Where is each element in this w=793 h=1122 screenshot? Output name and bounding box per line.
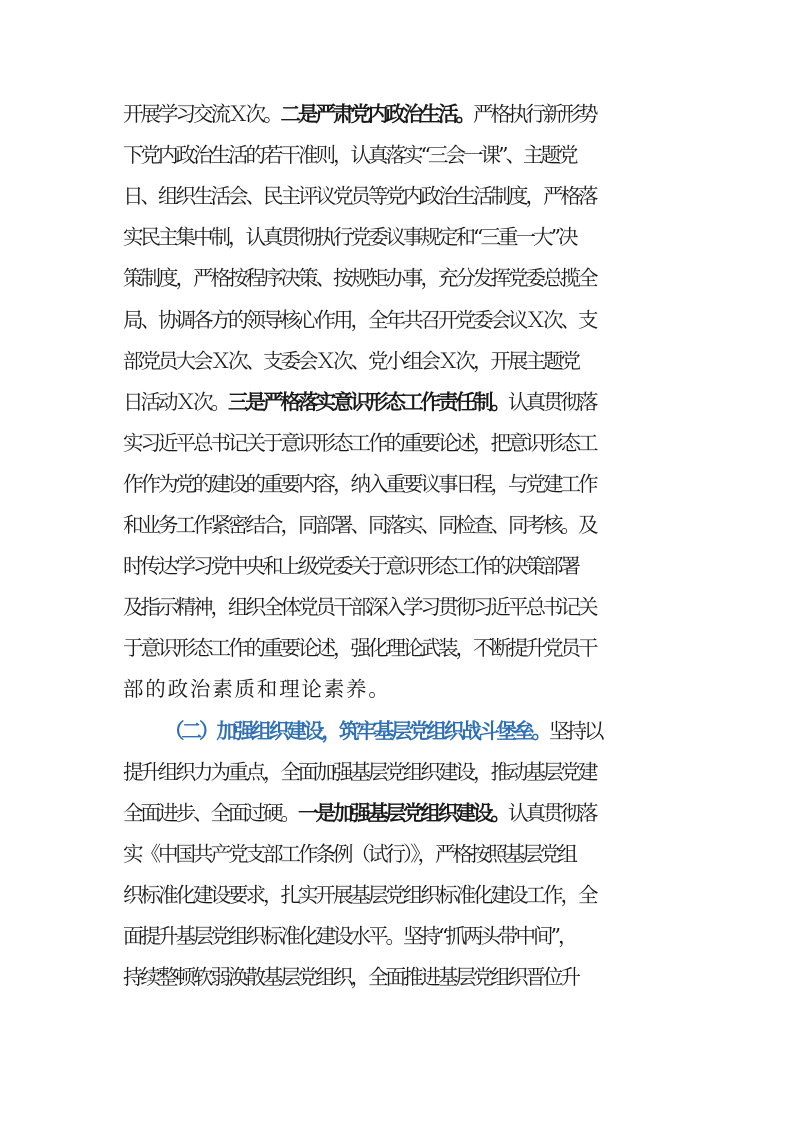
text-line (123, 590, 793, 624)
section-heading: （二）加强组织建设，筑牢基层党组织战斗堡垒。 (164, 718, 549, 743)
text-line (123, 138, 793, 172)
text-line (123, 261, 793, 295)
body-text: 坚持以 (549, 718, 602, 743)
text-line (123, 549, 793, 583)
body-text: 策制度，严格按程序决策、按规矩办事，充分发挥党委总揽全 (123, 266, 596, 291)
text-line (123, 426, 793, 460)
body-text: 全面进步、全面过硬。 (123, 800, 298, 825)
text-line (123, 796, 793, 830)
body-text: 持续整顿软弱涣散基层党组织，全面推进基层党组织晋位升 (123, 965, 578, 990)
text-line (123, 179, 793, 213)
body-text: 认真贯彻落 (508, 389, 596, 414)
text-line (123, 508, 793, 542)
lead-phrase: 三是严格落实意识形态工作责任制。 (228, 389, 508, 414)
body-text: 认真贯彻落 (508, 800, 596, 825)
body-text: 和业务工作紧密结合，同部署、同落实、同检查、同考核。及 (123, 513, 596, 537)
text-line (123, 97, 793, 131)
text-line (123, 385, 793, 419)
body-text: 作作为党的建设的重要内容，纳入重要议事日程，与党建工作 (123, 471, 596, 496)
text-line (123, 467, 793, 501)
body-text: 实习近平总书记关于意识形态工作的重要论述，把意识形态工 (123, 430, 596, 455)
lead-phrase: 一是加强基层党组织建设。 (298, 800, 508, 825)
body-text: 时传达学习党中央和上级党委关于意识形态工作的决策部署 (123, 554, 578, 579)
body-text: 实《中国共产党支部工作条例（试行）》，严格按照基层党组 (123, 841, 575, 866)
body-text: 于意识形态工作的重要论述，强化理论武装，不断提升党员干 (123, 636, 596, 661)
body-text: 开展学习交流Ｘ次。 (123, 102, 281, 126)
text-line (123, 344, 793, 378)
text-line (123, 960, 793, 994)
body-text: 部的政治素质和理论素养。 (123, 677, 391, 702)
body-text: 实民主集中制，认真贯彻执行党委议事规定和“三重一大”决 (123, 225, 576, 250)
text-line (123, 878, 793, 912)
body-text: 下党内政治生活的若干准则，认真落实“三会一课”、主题党 (123, 143, 576, 168)
body-text: 局、协调各方的领导核心作用，全年共召开党委会议Ｘ次、支 (123, 307, 596, 332)
text-line (123, 755, 793, 789)
body-text: 部党员大会Ｘ次、支委会Ｘ次、党小组会Ｘ次，开展主题党 (123, 348, 578, 373)
text-line (123, 220, 793, 254)
body-text: 日、组织生活会、民主评议党员等党内政治生活制度，严格落 (123, 184, 596, 209)
text-line (123, 919, 793, 953)
text-line (123, 837, 793, 871)
body-text: 提升组织力为重点，全面加强基层党组织建设，推动基层党建 (123, 759, 596, 784)
body-text: 及指示精神，组织全体党员干部深入学习贯彻习近平总书记关 (123, 595, 596, 620)
body-text: 织标准化建设要求，扎实开展基层党组织标准化建设工作，全 (123, 882, 596, 907)
text-line (164, 714, 793, 748)
body-text: 日活动Ｘ次。 (123, 389, 228, 414)
text-line (123, 631, 793, 665)
text-line (123, 303, 793, 337)
body-text: 严格执行新形势 (473, 102, 596, 126)
body-text: 面提升基层党组织标准化建设水平。坚持“抓两头带中间”， (123, 924, 576, 948)
lead-phrase: 二是严肃党内政治生活。 (280, 102, 473, 126)
text-line (123, 672, 793, 706)
